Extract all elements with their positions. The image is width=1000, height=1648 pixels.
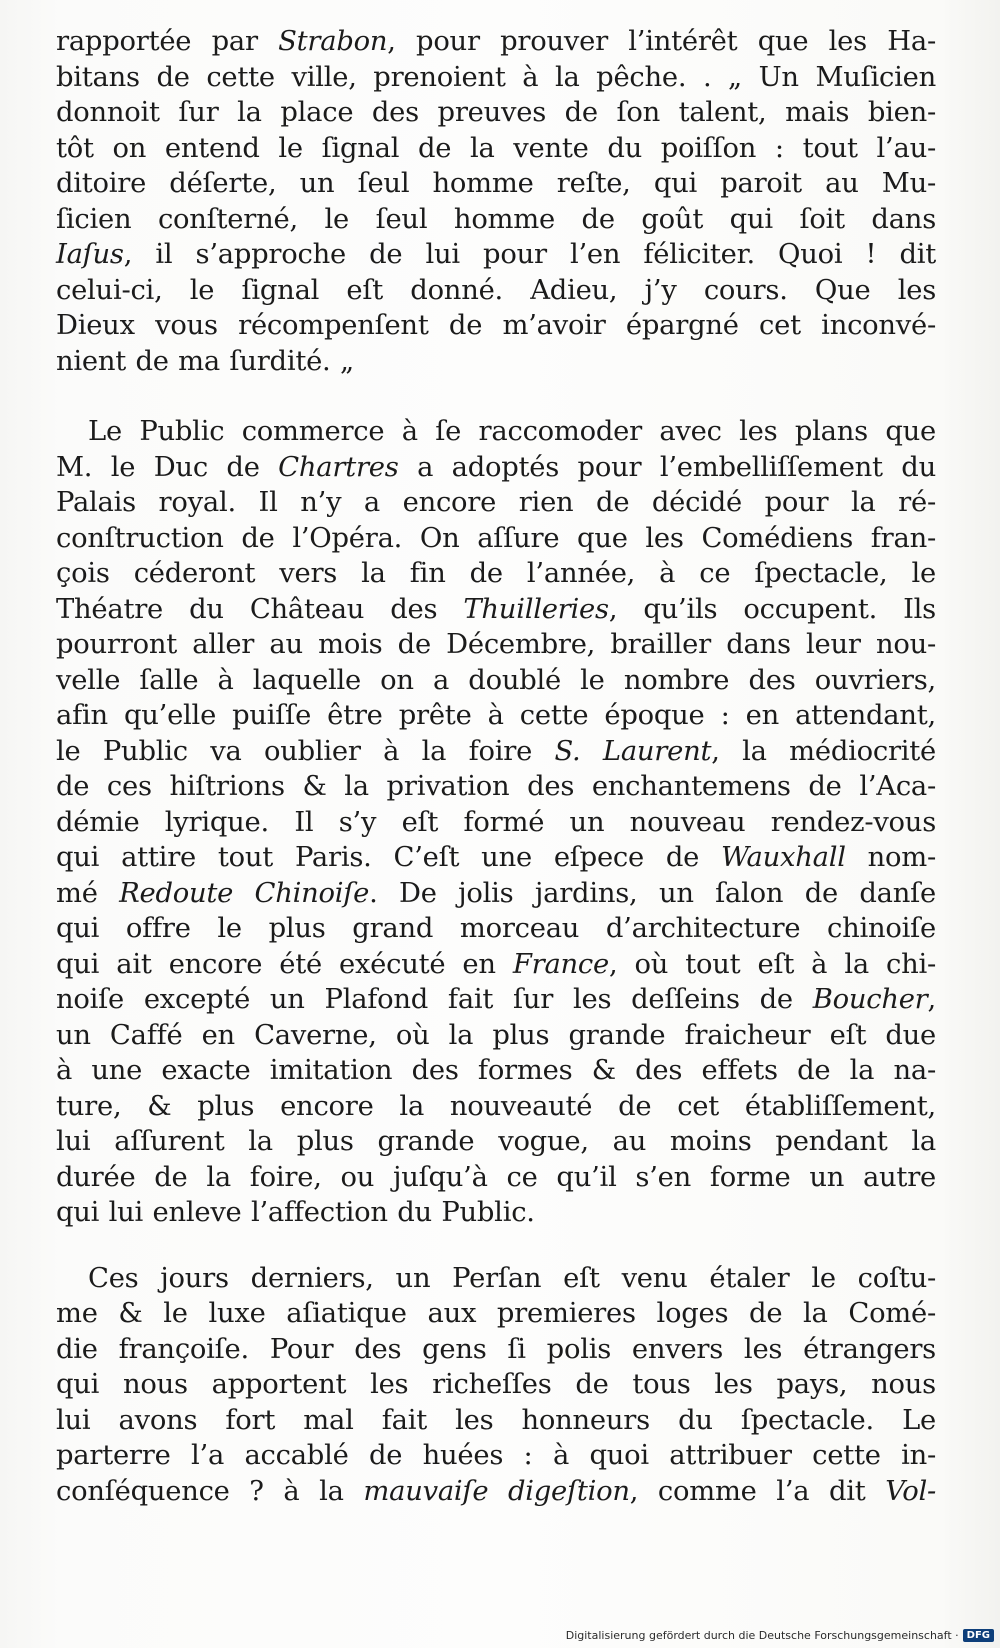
text-line bbox=[56, 202, 936, 238]
text-line bbox=[56, 1438, 936, 1474]
text-line bbox=[56, 769, 936, 805]
dfg-logo: DFG bbox=[963, 1629, 994, 1642]
text-line bbox=[56, 734, 936, 770]
text-run: qui ait encore été exécuté en bbox=[56, 948, 513, 980]
text-run: qui offre le plus grand morceau d’architecture chinoiſe bbox=[56, 913, 936, 944]
text-line bbox=[56, 60, 936, 96]
text-run: mé bbox=[56, 877, 120, 909]
text-line bbox=[56, 627, 936, 663]
text-run: tôt on entend le ſignal de la vente du poiſſon : tout l’au- bbox=[56, 132, 936, 164]
text-line bbox=[56, 485, 936, 521]
text-run: , comme l’a dit bbox=[629, 1475, 886, 1507]
italic-text-run: mauvaiſe digeſtion bbox=[363, 1475, 630, 1507]
paragraph-strabon-musician bbox=[56, 24, 936, 379]
text-run: conſéquence ? à la bbox=[56, 1475, 364, 1507]
text-line bbox=[56, 876, 936, 912]
text-run: M. le Duc de bbox=[56, 451, 279, 483]
text-run: nient de ma ſurdité. „ bbox=[56, 345, 354, 377]
paragraph-persan bbox=[56, 1261, 936, 1510]
text-line bbox=[56, 166, 936, 202]
text-run: , il s’approche de lui pour l’en féliciter. Quoi ! dit bbox=[123, 239, 936, 270]
text-line bbox=[56, 1367, 936, 1403]
text-run: ture, & plus encore la nouveauté de cet établiſſement, bbox=[56, 1090, 936, 1122]
italic-text-run: Redoute Chinoiſe bbox=[119, 877, 370, 909]
text-line bbox=[56, 1089, 936, 1125]
text-run: bitans de cette ville, prenoient à la pêche. . „ Un Muſicien bbox=[56, 61, 936, 93]
text-run: , la médiocrité bbox=[711, 735, 937, 767]
text-run: durée de la foire, ou juſqu’à ce qu’il s’en forme un autre bbox=[56, 1161, 936, 1193]
text-line bbox=[56, 1053, 936, 1089]
page-text bbox=[56, 24, 936, 1509]
text-line bbox=[56, 663, 936, 699]
text-run: . De jolis jardins, un ſalon de danſe bbox=[369, 877, 937, 909]
text-run: , bbox=[927, 984, 936, 1015]
text-line bbox=[56, 698, 936, 734]
text-line bbox=[56, 521, 936, 557]
text-run: le Public va oublier à la foire bbox=[56, 735, 555, 767]
italic-text-run: Strabon bbox=[278, 26, 388, 57]
text-line bbox=[56, 1332, 936, 1368]
text-run: velle ſalle à laquelle on a doublé le nombre des ouvriers, bbox=[56, 664, 936, 696]
text-run: çois céderont vers la fin de l’année, à ce ſpectacle, le bbox=[56, 558, 936, 589]
credit-text: Digitalisierung gefördert durch die Deutsche Forschungsgemeinschaft · bbox=[565, 1628, 959, 1642]
text-run: lui avons fort mal fait les honneurs du ſpectacle. Le bbox=[56, 1404, 936, 1436]
text-run: qui nous apportent les richeſſes de tous les pays, nous bbox=[56, 1369, 936, 1400]
text-run: lui aſſurent la plus grande vogue, au moins pendant la bbox=[56, 1126, 936, 1157]
italic-text-run: Iaſus bbox=[56, 239, 124, 270]
text-line bbox=[56, 947, 936, 983]
text-line bbox=[56, 308, 936, 344]
text-line bbox=[56, 840, 936, 876]
text-run: afin qu’elle puiſſe être prête à cette époque : en attendant, bbox=[56, 700, 936, 731]
text-run: Théatre du Château des bbox=[56, 593, 464, 625]
text-line bbox=[56, 24, 936, 60]
text-line bbox=[56, 344, 936, 380]
text-line bbox=[56, 450, 936, 486]
text-run: Dieux vous récompenſent de m’avoir épargné cet inconvé- bbox=[56, 310, 936, 341]
text-line bbox=[56, 95, 936, 131]
text-line bbox=[56, 1261, 936, 1297]
text-line bbox=[56, 592, 936, 628]
text-run: ditoire déſerte, un ſeul homme reſte, qui paroit au Mu- bbox=[56, 168, 936, 199]
italic-text-run: Vol- bbox=[885, 1475, 937, 1507]
text-run: un Caffé en Caverne, où la plus grande fraicheur eſt due bbox=[56, 1019, 936, 1051]
text-run: donnoit ſur la place des preuves de ſon talent, mais bien- bbox=[56, 97, 936, 128]
text-line bbox=[56, 1160, 936, 1196]
text-line bbox=[56, 1124, 936, 1160]
text-run: qui lui enleve l’affection du Public. bbox=[56, 1197, 535, 1228]
text-line bbox=[56, 911, 936, 947]
text-run: ſicien conſterné, le ſeul homme de goût qui ſoit dans bbox=[56, 203, 936, 235]
digitization-credit bbox=[566, 1626, 994, 1644]
text-line bbox=[56, 1403, 936, 1439]
text-run: Palais royal. Il n’y a encore rien de décidé pour la ré- bbox=[56, 487, 936, 518]
paragraph-palais-royal bbox=[56, 414, 936, 1231]
text-run: celui-ci, le ſignal eſt donné. Adieu, j’y cours. Que les bbox=[56, 274, 936, 306]
italic-text-run: Chartres bbox=[278, 451, 399, 483]
text-run: Ces jours derniers, un Perſan eſt venu étaler le coſtu- bbox=[88, 1262, 936, 1294]
text-run: démie lyrique. Il s’y eſt formé un nouveau rendez-vous bbox=[56, 806, 936, 838]
text-line bbox=[56, 414, 936, 450]
text-run: a adoptés pour l’embelliſſement du bbox=[398, 451, 936, 483]
text-run: à une exacte imitation des formes & des effets de la na- bbox=[56, 1055, 936, 1086]
italic-text-run: Thuilleries bbox=[463, 593, 609, 625]
italic-text-run: S. Laurent bbox=[554, 735, 712, 767]
italic-text-run: France bbox=[512, 948, 609, 980]
text-run: , pour prouver l’intérêt que les Ha- bbox=[387, 26, 936, 57]
text-run: rapportée par bbox=[56, 26, 279, 57]
italic-text-run: Wauxhall bbox=[721, 842, 846, 873]
text-run: , qu’ils occupent. Ils bbox=[608, 593, 936, 625]
text-line bbox=[56, 1195, 936, 1231]
text-run: me & le luxe aſiatique aux premieres loges de la Comé- bbox=[56, 1298, 936, 1329]
text-run: qui attire tout Paris. C’eſt une eſpece de bbox=[56, 842, 722, 873]
text-line bbox=[56, 1018, 936, 1054]
text-line bbox=[56, 982, 936, 1018]
text-run: noiſe excepté un Plafond fait ſur les deſſeins de bbox=[56, 984, 813, 1015]
text-line bbox=[56, 805, 936, 841]
text-run: nom- bbox=[845, 842, 936, 873]
text-line bbox=[56, 237, 936, 273]
text-run: , où tout eſt à la chi- bbox=[608, 948, 936, 980]
text-run: parterre l’a accablé de huées : à quoi attribuer cette in- bbox=[56, 1440, 936, 1471]
text-run: pourront aller au mois de Décembre, brailler dans leur nou- bbox=[56, 629, 936, 660]
text-run: Le Public commerce à ſe raccomoder avec les plans que bbox=[88, 416, 936, 447]
text-line bbox=[56, 131, 936, 167]
text-run: de ces hiſtrions & la privation des enchantemens de l’Aca- bbox=[56, 771, 936, 802]
text-run: die françoiſe. Pour des gens ſi polis envers les étrangers bbox=[56, 1333, 936, 1365]
text-line bbox=[56, 556, 936, 592]
text-line bbox=[56, 1296, 936, 1332]
italic-text-run: Boucher bbox=[812, 984, 928, 1015]
text-line bbox=[56, 273, 936, 309]
text-run: conſtruction de l’Opéra. On aſſure que les Comédiens fran- bbox=[56, 522, 936, 554]
text-line bbox=[56, 1474, 936, 1510]
